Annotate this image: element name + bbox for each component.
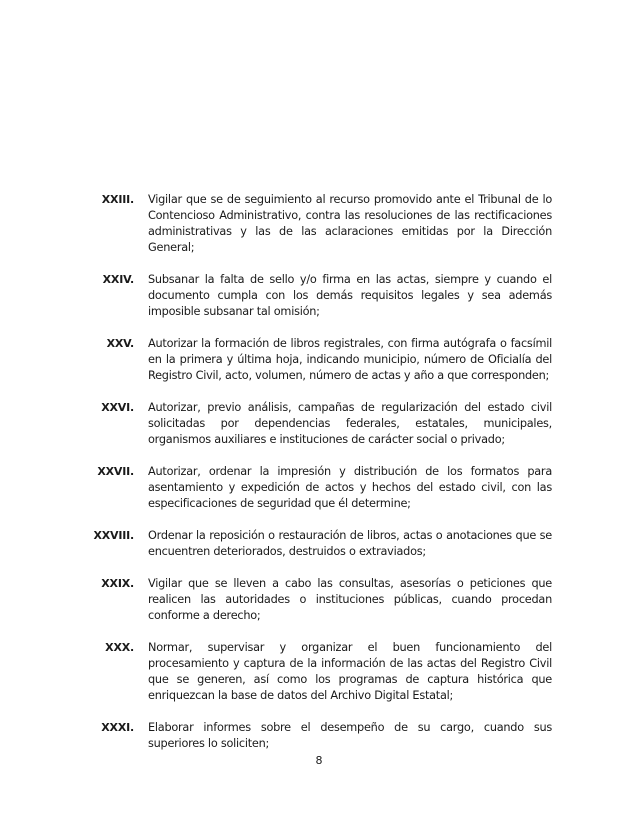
fraction-number: XXIX. xyxy=(101,577,134,590)
fraction-text: Normar, supervisar y organizar el buen funcionamiento del procesamiento y captura de la información de las actas del Registro Civil que se generen, así como los programas de captura histórica que enriquezcan la base de datos del Archivo Digital Estatal; xyxy=(148,641,552,702)
fraction-number: XXVI. xyxy=(101,401,134,414)
list-item xyxy=(88,272,552,320)
fraction-number: XXXI. xyxy=(101,721,134,734)
list-item xyxy=(88,400,552,448)
article-fractions-list xyxy=(88,192,552,768)
fraction-text: Autorizar, previo análisis, campañas de regularización del estado civil solicitadas por dependencias federales, estatales, municipales, organismos auxiliares e instituciones de carácter social o privado; xyxy=(148,401,552,446)
fraction-text: Autorizar, ordenar la impresión y distribución de los formatos para asentamiento y expedición de actos y hechos del estado civil, con las especificaciones de seguridad que él determine; xyxy=(148,465,552,510)
list-item xyxy=(88,336,552,384)
fraction-number: XXVII. xyxy=(97,465,134,478)
fraction-text: Ordenar la reposición o restauración de libros, actas o anotaciones que se encuentren deteriorados, destruidos o extraviados; xyxy=(148,529,552,558)
fraction-text: Subsanar la falta de sello y/o firma en las actas, siempre y cuando el documento cumpla con los demás requisitos legales y sea además imposible subsanar tal omisión; xyxy=(148,273,552,318)
fraction-text: Vigilar que se de seguimiento al recurso promovido ante el Tribunal de lo Contencioso Administrativo, contra las resoluciones de las rectificaciones administrativas y las de las aclaraciones emitidas por la Dirección General; xyxy=(148,193,552,254)
list-item xyxy=(88,720,552,752)
fraction-number: XXIV. xyxy=(102,273,134,286)
fraction-number: XXIII. xyxy=(101,193,134,206)
fraction-text: Vigilar que se lleven a cabo las consultas, asesorías o peticiones que realicen las autoridades o instituciones públicas, cuando procedan conforme a derecho; xyxy=(148,577,552,622)
list-item xyxy=(88,192,552,256)
list-item xyxy=(88,640,552,704)
fraction-text: Autorizar la formación de libros registrales, con firma autógrafa o facsímil en la primera y última hoja, indicando municipio, número de Oficialía del Registro Civil, acto, volumen, número de actas y año a que corresponden; xyxy=(148,337,552,382)
list-item xyxy=(88,464,552,512)
list-item xyxy=(88,528,552,560)
list-item xyxy=(88,576,552,624)
fraction-number: XXVIII. xyxy=(93,529,134,542)
fraction-text: Elaborar informes sobre el desempeño de su cargo, cuando sus superiores lo soliciten; xyxy=(148,721,552,750)
page-number: 8 xyxy=(315,754,323,767)
fraction-number: XXV. xyxy=(106,337,134,350)
fraction-number: XXX. xyxy=(105,641,134,654)
